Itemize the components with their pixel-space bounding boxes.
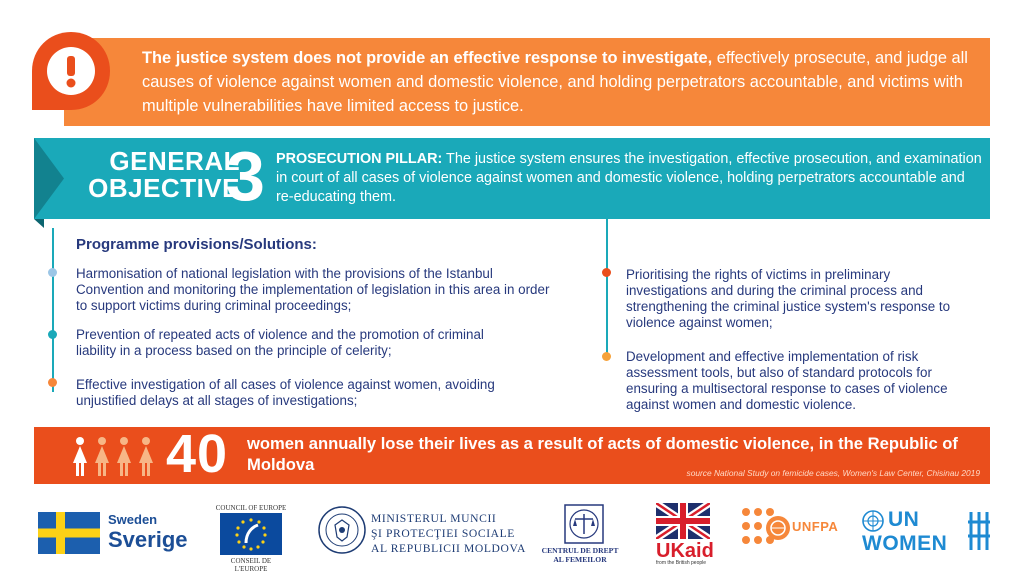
right-bullet-dot-2 (602, 352, 611, 361)
alert-rest-text: effectively prosecute, and judge all causes of violence against women and domestic violence, and holding perpetrators accountable, and victims with multiple vulnerabilities have limited access to justice. (142, 49, 968, 115)
ministry-logo-text (371, 511, 551, 556)
pillar-text: The justice system ensures the investigation, effective prosecution, and examination in court of all cases of violence against women and domestic violence, holding perpetrators accountable and re-educating them. (276, 151, 982, 205)
coe-top-label: COUNCIL OF EUROPE (215, 504, 287, 512)
left-provision-2: Prevention of repeated acts of violence and the promotion of criminal liability in a process based on the principle of celerity; (76, 327, 484, 358)
alert-lead-text: The justice system does not provide an effective response to investigate, (142, 49, 713, 67)
council-of-europe-logo-icon (220, 513, 282, 555)
statistic-text: women annually lose their lives as a result of acts of domestic violence, in the Republic of Moldova (247, 434, 958, 474)
sweden-logo-text (108, 512, 188, 552)
ukaid-aid: aid (684, 540, 714, 562)
provisions-heading: Programme provisions/Solutions: (76, 236, 317, 253)
un-women-line2: WOMEN (862, 532, 948, 555)
sweden-label: Sweden (108, 512, 158, 527)
cdf-line2: AL FEMEILOR (553, 555, 607, 564)
unfpa-label: UNFPA (792, 519, 839, 534)
objective-title-line1: GENERAL (109, 146, 240, 176)
un-women-symbol-icon (968, 512, 990, 550)
banner-fold-icon (34, 219, 44, 228)
cdf-line1: CENTRUL DE DREPT (541, 546, 619, 555)
exclamation-icon (30, 30, 112, 112)
right-bullet-dot-1 (602, 268, 611, 277)
pillar-label: PROSECUTION PILLAR: (276, 151, 443, 167)
right-provision-1: Prioritising the rights of victims in preliminary investigations and during the criminal process and strengthening the criminal justice system's response to violence against women; (626, 267, 951, 330)
un-women-logo-text (862, 510, 947, 554)
objective-title (80, 148, 240, 202)
right-timeline-line (606, 218, 608, 358)
ukaid-subtitle: from the British people (656, 560, 707, 566)
sverige-label: Sverige (108, 527, 188, 552)
un-women-line1: UN (888, 508, 920, 531)
objective-number: 3 (226, 137, 265, 215)
ministry-line2: ŞI PROTECŢIEI SOCIALE (371, 527, 515, 540)
ministry-seal-icon (317, 505, 367, 555)
ministry-line3: AL REPUBLICII MOLDOVA (371, 542, 526, 555)
unfpa-dots-icon (740, 506, 790, 548)
right-provision-2: Development and effective implementation of risk assessment tools, but also of standard protocols for ensuring a multisectoral response to cases of violence against women and domestic violence. (626, 349, 948, 412)
left-bullet-dot-1 (48, 268, 57, 277)
objective-description (276, 150, 984, 207)
left-provision-1: Harmonisation of national legislation with the provisions of the Istanbul Convention and monitoring the implementation of legislation in this area in order to support victims during criminal proceedings; (76, 266, 550, 313)
objective-title-line2: OBJECTIVE (88, 173, 240, 203)
sweden-flag-icon (38, 512, 100, 554)
uk-flag-icon (656, 503, 710, 539)
statistic-number: 40 (166, 424, 229, 484)
alert-banner (64, 38, 990, 126)
left-bullet-dot-3 (48, 378, 57, 387)
womens-law-center-logo-icon (564, 504, 604, 544)
arrow-chevron-icon (34, 138, 64, 219)
ministry-line1: MINISTERUL MUNCII (371, 512, 497, 525)
statistic-source: source National Study on femicide cases, Women's Law Center, Chisinau 2019 (686, 468, 980, 478)
left-provision-3: Effective investigation of all cases of violence against women, avoiding unjustified delays at all stages of investigations; (76, 377, 495, 408)
left-timeline-line (52, 228, 54, 392)
ukaid-uk: UK (656, 540, 685, 562)
womens-law-center-text (530, 546, 630, 564)
coe-bottom-label: CONSEIL DE L'EUROPE (230, 557, 272, 573)
left-bullet-dot-2 (48, 330, 57, 339)
women-figures-icon (70, 435, 158, 479)
